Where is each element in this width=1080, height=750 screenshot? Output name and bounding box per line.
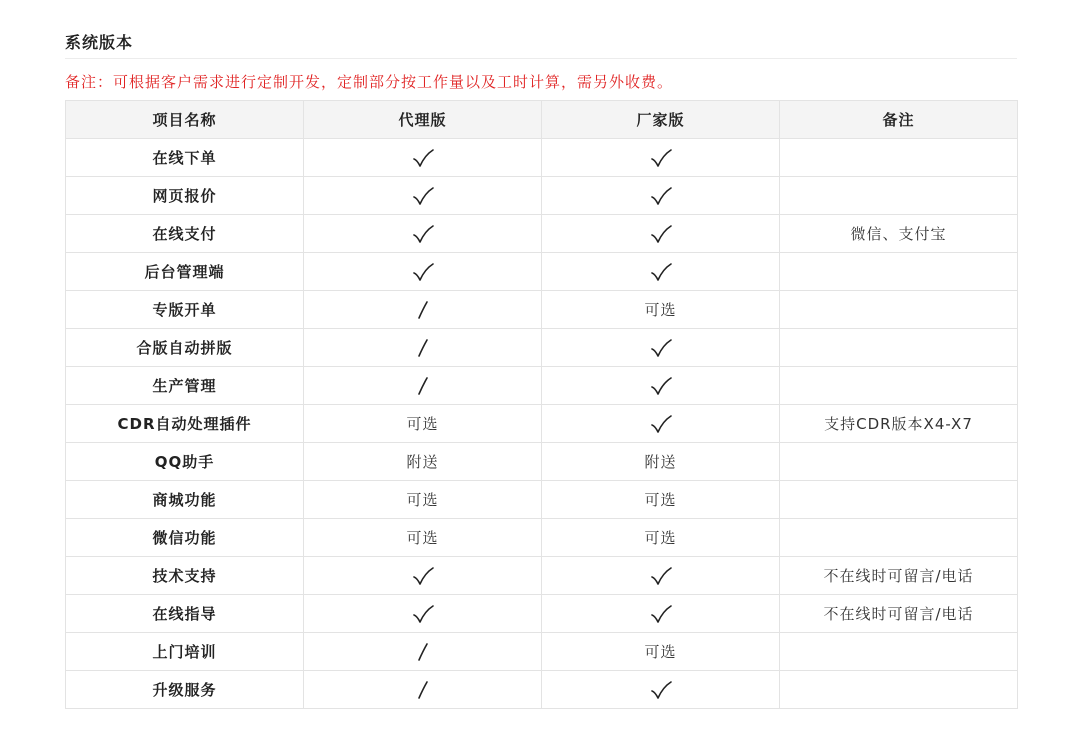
agent-version-cell: [304, 557, 542, 595]
item-name-cell: 在线下单: [66, 139, 304, 177]
check-mark-icon: [649, 413, 673, 435]
check-mark-icon: [649, 603, 673, 625]
item-name-cell: 升级服务: [66, 671, 304, 709]
table-row: [66, 519, 1018, 557]
remark-cell: [780, 481, 1018, 519]
table-row: [66, 367, 1018, 405]
factory-version-cell: 可选: [542, 633, 780, 671]
table-row: [66, 329, 1018, 367]
item-name-cell: 微信功能: [66, 519, 304, 557]
item-name-cell: CDR自动处理插件: [66, 405, 304, 443]
item-name-cell: 在线支付: [66, 215, 304, 253]
table-row: [66, 291, 1018, 329]
table-row: [66, 595, 1018, 633]
item-name-cell: 生产管理: [66, 367, 304, 405]
pricing-note: 备注：可根据客户需求进行定制开发，定制部分按工作量以及工时计算，需另外收费。: [65, 73, 674, 91]
title-divider: [65, 58, 1017, 59]
factory-version-cell: [542, 177, 780, 215]
item-name-cell: QQ助手: [66, 443, 304, 481]
slash-mark-icon: [411, 337, 435, 359]
check-mark-icon: [649, 375, 673, 397]
table-row: [66, 633, 1018, 671]
table-row: [66, 557, 1018, 595]
check-mark-icon: [649, 147, 673, 169]
remark-cell: 支持CDR版本X4-X7: [780, 405, 1018, 443]
factory-version-cell: [542, 215, 780, 253]
factory-version-cell: [542, 557, 780, 595]
item-name-cell: 合版自动拼版: [66, 329, 304, 367]
agent-version-cell: [304, 595, 542, 633]
agent-version-cell: [304, 177, 542, 215]
slash-mark-icon: [411, 641, 435, 663]
factory-version-cell: [542, 367, 780, 405]
check-mark-icon: [411, 147, 435, 169]
check-mark-icon: [649, 261, 673, 283]
check-mark-icon: [411, 185, 435, 207]
header-factory-version: 厂家版: [542, 101, 780, 139]
check-mark-icon: [649, 223, 673, 245]
remark-cell: [780, 329, 1018, 367]
agent-version-cell: [304, 291, 542, 329]
table-header-row: [66, 101, 1018, 139]
check-mark-icon: [649, 565, 673, 587]
remark-cell: [780, 633, 1018, 671]
check-mark-icon: [411, 565, 435, 587]
factory-version-cell: 可选: [542, 291, 780, 329]
agent-version-cell: [304, 367, 542, 405]
header-item-name: 项目名称: [66, 101, 304, 139]
factory-version-cell: [542, 139, 780, 177]
agent-version-cell: [304, 215, 542, 253]
item-name-cell: 网页报价: [66, 177, 304, 215]
remark-cell: 不在线时可留言/电话: [780, 595, 1018, 633]
agent-version-cell: [304, 253, 542, 291]
table-row: [66, 177, 1018, 215]
slash-mark-icon: [411, 679, 435, 701]
check-mark-icon: [411, 603, 435, 625]
check-mark-icon: [411, 261, 435, 283]
item-name-cell: 商城功能: [66, 481, 304, 519]
remark-cell: [780, 671, 1018, 709]
agent-version-cell: 可选: [304, 519, 542, 557]
remark-cell: [780, 367, 1018, 405]
table-row: [66, 443, 1018, 481]
check-mark-icon: [649, 679, 673, 701]
agent-version-cell: [304, 329, 542, 367]
agent-version-cell: [304, 633, 542, 671]
agent-version-cell: 可选: [304, 481, 542, 519]
remark-cell: 微信、支付宝: [780, 215, 1018, 253]
remark-cell: [780, 177, 1018, 215]
remark-cell: [780, 443, 1018, 481]
check-mark-icon: [649, 337, 673, 359]
factory-version-cell: [542, 253, 780, 291]
table-body: [66, 139, 1018, 709]
item-name-cell: 后台管理端: [66, 253, 304, 291]
remark-cell: [780, 519, 1018, 557]
slash-mark-icon: [411, 375, 435, 397]
header-remark: 备注: [780, 101, 1018, 139]
remark-cell: [780, 291, 1018, 329]
table-row: [66, 215, 1018, 253]
agent-version-cell: 附送: [304, 443, 542, 481]
slash-mark-icon: [411, 299, 435, 321]
item-name-cell: 在线指导: [66, 595, 304, 633]
table-row: [66, 481, 1018, 519]
check-mark-icon: [649, 185, 673, 207]
item-name-cell: 上门培训: [66, 633, 304, 671]
remark-cell: [780, 139, 1018, 177]
item-name-cell: 专版开单: [66, 291, 304, 329]
version-comparison-table: [65, 100, 1018, 709]
factory-version-cell: [542, 595, 780, 633]
agent-version-cell: [304, 139, 542, 177]
remark-cell: 不在线时可留言/电话: [780, 557, 1018, 595]
section-title: 系统版本: [65, 33, 134, 52]
table-row: [66, 253, 1018, 291]
factory-version-cell: [542, 671, 780, 709]
table-row: [66, 139, 1018, 177]
table-row: [66, 671, 1018, 709]
agent-version-cell: [304, 671, 542, 709]
factory-version-cell: [542, 405, 780, 443]
factory-version-cell: [542, 329, 780, 367]
factory-version-cell: 附送: [542, 443, 780, 481]
remark-cell: [780, 253, 1018, 291]
item-name-cell: 技术支持: [66, 557, 304, 595]
factory-version-cell: 可选: [542, 519, 780, 557]
agent-version-cell: 可选: [304, 405, 542, 443]
check-mark-icon: [411, 223, 435, 245]
factory-version-cell: 可选: [542, 481, 780, 519]
table-row: [66, 405, 1018, 443]
header-agent-version: 代理版: [304, 101, 542, 139]
